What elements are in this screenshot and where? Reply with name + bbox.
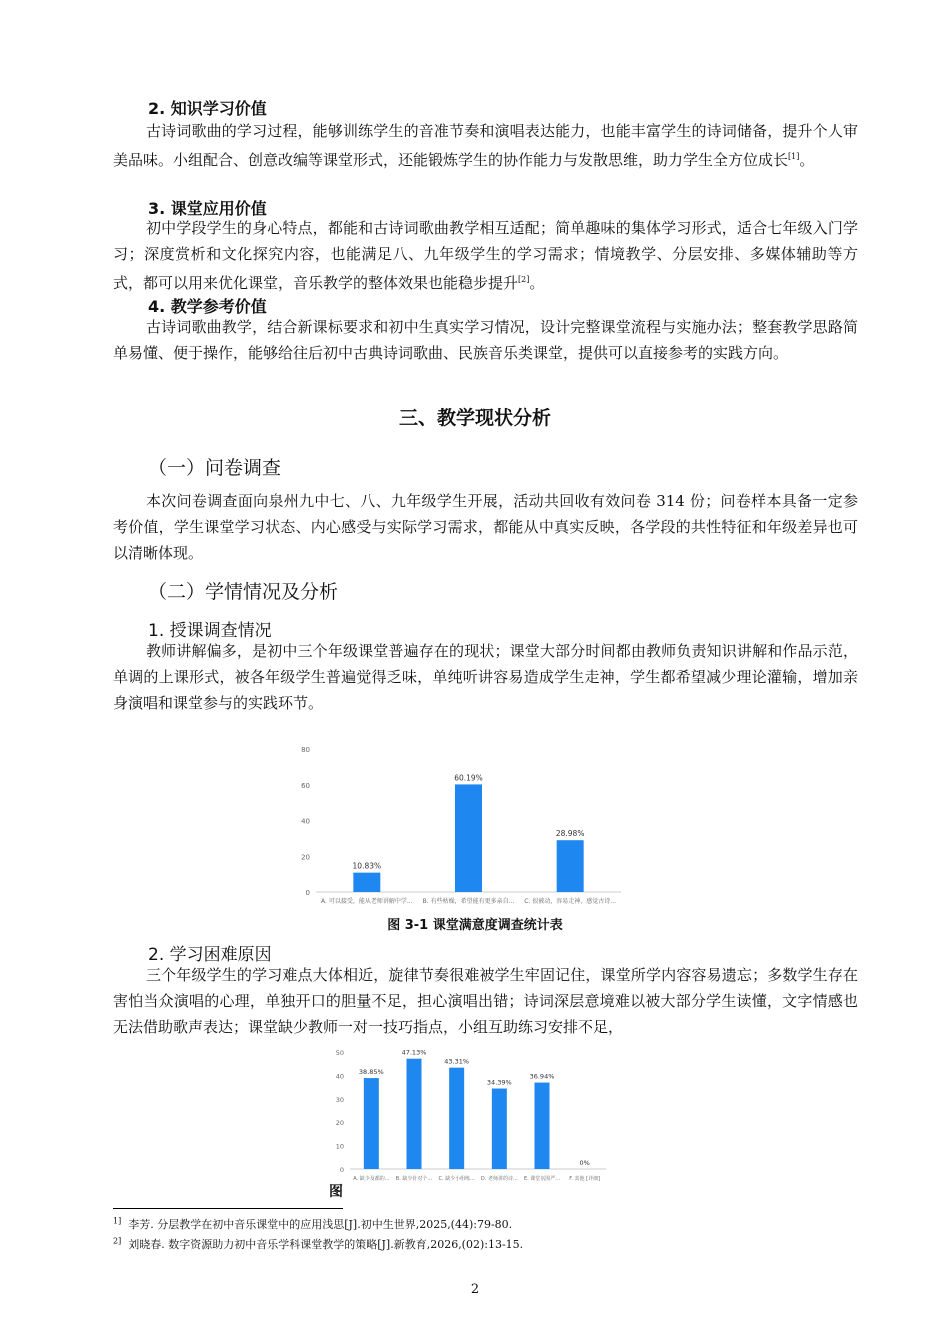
paragraph-text: 初中学段学生的身心特点，都能和古诗词歌曲教学相互适配；简单趣味的集体学习形式，适合七年级入门学习；深度赏析和文化探究内容，也能满足八、九年级学生的学习需求；情境教学、分层安排、多媒体辅助等方式，都可以用来优化课堂，音乐教学的整体效果也能稳步提升 bbox=[113, 219, 858, 292]
y-tick-label: 40 bbox=[335, 1072, 344, 1081]
category-label: F. 其他 [详细] bbox=[569, 1176, 601, 1182]
paragraph-survey: 本次问卷调查面向泉州九中七、八、九年级学生开展，活动共回收有效问卷 314 份；问卷样本具备一定参考价值，学生课堂学习状态、内心感受与实际学习需求，都能从中真实反映，各学段的共性特征和年级差异也可以清晰体现。 bbox=[113, 492, 858, 562]
bar bbox=[535, 1083, 550, 1169]
bar-chart-classroom-satisfaction bbox=[296, 740, 626, 910]
bar bbox=[364, 1078, 379, 1169]
y-tick-label: 40 bbox=[301, 817, 310, 826]
data-label: 36.94% bbox=[529, 1072, 555, 1081]
section-title-classroom-value: 3. 课堂应用价值 bbox=[148, 199, 267, 218]
y-tick-label: 80 bbox=[301, 746, 310, 754]
subsection-title-analysis: （二）学情情况及分析 bbox=[148, 581, 339, 603]
category-label: A. 可以接受，能从老师讲解中学... bbox=[321, 898, 413, 905]
data-label: 0% bbox=[579, 1159, 590, 1167]
section-title-knowledge-value: 2. 知识学习价值 bbox=[148, 99, 267, 118]
bar-chart-learning-difficulties bbox=[330, 1042, 610, 1188]
page-number: 2 bbox=[470, 1282, 480, 1297]
footnote-mark: 1] bbox=[113, 1216, 122, 1226]
section-title-reference-value: 4. 教学参考价值 bbox=[148, 297, 267, 316]
figure-caption-partial: 图 bbox=[329, 1184, 343, 1200]
footnote-1 bbox=[113, 1216, 512, 1232]
category-label: B. 有些枯燥，希望能有更多亲自... bbox=[422, 898, 515, 905]
category-label: A. 缺少及都的... bbox=[353, 1176, 390, 1182]
bar bbox=[492, 1089, 507, 1169]
bar bbox=[557, 840, 584, 892]
reference-mark: [2] bbox=[518, 275, 530, 284]
item-title-teaching-survey: 1. 授课调查情况 bbox=[148, 621, 272, 641]
category-label: D. 老师讲的诗... bbox=[480, 1176, 518, 1182]
category-label: C. 很被动，容易走神，感觉古诗... bbox=[524, 898, 617, 905]
footnote-separator bbox=[113, 1208, 343, 1209]
data-label: 38.85% bbox=[358, 1068, 384, 1077]
paragraph-teaching-survey: 教师讲解偏多，是初中三个年级课堂普遍存在的现状；课堂大部分时间都由教师负责知识讲解和作品示范，单调的上课形式，被各年级学生普遍觉得乏味，单纯听讲容易造成学生走神，学生都希望减少理论灌输，增加亲身演唱和课堂参与的实践环节。 bbox=[113, 642, 858, 712]
footnote-2 bbox=[113, 1236, 523, 1252]
figure-caption-3-1: 图 3-1 课堂满意度调查统计表 bbox=[387, 918, 563, 933]
y-tick-label: 20 bbox=[335, 1119, 344, 1128]
item-title-learning-difficulties: 2. 学习困难原因 bbox=[148, 945, 272, 965]
category-label: E. 课堂氛围严... bbox=[523, 1176, 561, 1182]
data-label: 47.13% bbox=[401, 1048, 427, 1057]
paragraph-classroom-value bbox=[113, 215, 858, 296]
bar bbox=[455, 784, 482, 892]
y-tick-label: 10 bbox=[335, 1142, 344, 1151]
footnote-text: 刘晓春. 数字资源助力初中音乐学科课堂教学的策略[J].新教育,2026,(02):13-15. bbox=[128, 1238, 524, 1251]
footnote-text: 李芳. 分层教学在初中音乐课堂中的应用浅思[J].初中生世界,2025,(44):79-80. bbox=[128, 1218, 513, 1231]
y-tick-label: 30 bbox=[335, 1095, 344, 1104]
bar bbox=[353, 873, 380, 892]
data-label: 28.98% bbox=[555, 829, 585, 839]
paragraph-knowledge-value bbox=[113, 118, 858, 173]
y-tick-label: 50 bbox=[335, 1049, 344, 1057]
paragraph-reference-value: 古诗词歌曲教学，结合新课标要求和初中生真实学习情况，设计完整课堂流程与实施办法；整套教学思路简单易懂、便于操作，能够给往后初中古典诗词歌曲、民族音乐类课堂，提供可以直接参考的实践方向。 bbox=[113, 318, 858, 362]
paragraph-end: 。 bbox=[529, 274, 545, 292]
y-tick-label: 20 bbox=[301, 853, 310, 862]
subsection-title-survey: （一）问卷调查 bbox=[148, 457, 282, 479]
footnote-mark: 2] bbox=[113, 1236, 122, 1246]
category-label: B. 缺少针对个... bbox=[395, 1176, 433, 1182]
y-tick-label: 0 bbox=[339, 1166, 344, 1174]
category-label: C. 缺少小组练... bbox=[438, 1176, 475, 1182]
y-tick-label: 60 bbox=[301, 781, 310, 790]
data-label: 60.19% bbox=[454, 773, 483, 783]
paragraph-learning-difficulties: 三个年级学生的学习难点大体相近，旋律节奏很难被学生牢固记住，课堂所学内容容易遗忘；多数学生存在害怕当众演唱的心理，单独开口的胆量不足，担心演唱出错；诗词深层意境难以被大部分学生读懂，文字情感也无法借助歌声表达；课堂缺少教师一对一技巧指点，小组互助练习安排不足， bbox=[113, 966, 858, 1036]
paragraph-end: 。 bbox=[799, 151, 815, 169]
data-label: 10.83% bbox=[352, 861, 382, 871]
reference-mark: [1] bbox=[788, 152, 800, 161]
data-label: 43.31% bbox=[444, 1057, 470, 1066]
bar bbox=[407, 1059, 422, 1169]
chapter-title: 三、教学现状分析 bbox=[398, 407, 551, 429]
paragraph-text: 古诗词歌曲的学习过程，能够训练学生的音准节奏和演唱表达能力，也能丰富学生的诗词储备，提升个人审美品味。小组配合、创意改编等课堂形式，还能锻炼学生的协作能力与发散思维，助力学生全方位成长 bbox=[113, 122, 858, 169]
bar bbox=[449, 1068, 464, 1169]
y-tick-label: 0 bbox=[305, 889, 310, 897]
data-label: 34.39% bbox=[486, 1078, 512, 1087]
